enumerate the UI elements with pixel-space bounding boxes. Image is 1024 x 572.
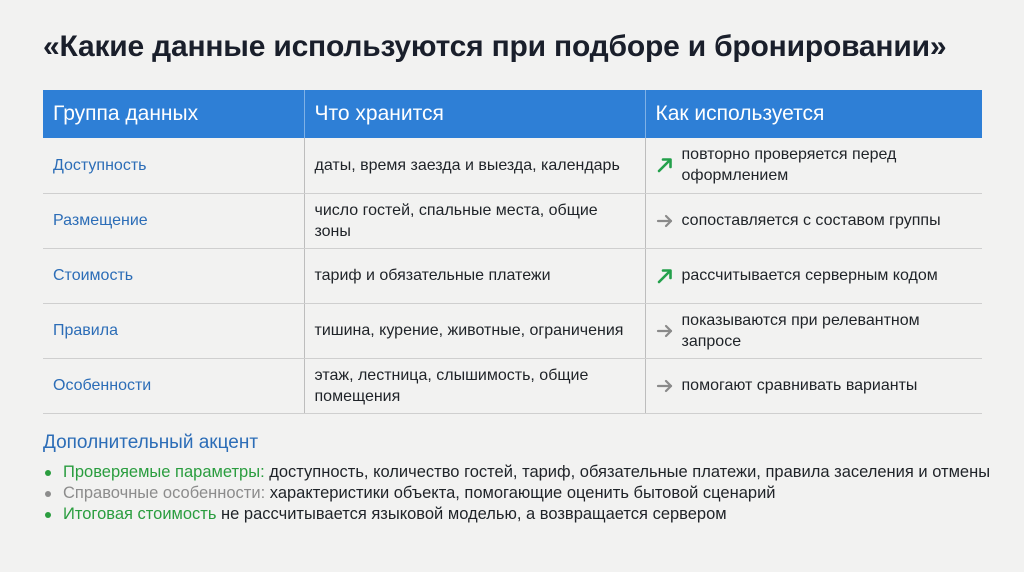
- cell-usage: [645, 303, 982, 358]
- cell-group: Размещение: [43, 193, 304, 248]
- list-item: [43, 504, 1003, 525]
- list-item: [43, 462, 1003, 483]
- table-header-row: [43, 90, 982, 138]
- usage-text: помогают сравнивать варианты: [681, 377, 918, 394]
- bullet-dot-icon: [45, 470, 51, 476]
- cell-usage: [645, 138, 982, 193]
- usage-text: показываются при релевантном запросе: [681, 311, 920, 350]
- table-row: [43, 248, 982, 303]
- arrow-up-right-icon: [656, 267, 674, 285]
- table-row: [43, 303, 982, 358]
- cell-stored: тариф и обязательные платежи: [304, 248, 645, 303]
- arrow-right-icon: [656, 377, 674, 395]
- item-label: Справочные особенности:: [63, 484, 266, 502]
- cell-stored: тишина, курение, животные, ограничения: [304, 303, 645, 358]
- table-row: [43, 193, 982, 248]
- table-row: [43, 138, 982, 193]
- cell-group: Правила: [43, 303, 304, 358]
- bullet-dot-icon: [45, 512, 51, 518]
- cell-group: Доступность: [43, 138, 304, 193]
- column-header-stored: Что хранится: [304, 90, 645, 138]
- extra-heading: Дополнительный акцент: [43, 432, 259, 453]
- extra-list: [43, 462, 1003, 525]
- page-title: «Какие данные используются при подборе и бронировании»: [43, 30, 947, 63]
- cell-stored: даты, время заезда и выезда, календарь: [304, 138, 645, 193]
- cell-usage: [645, 358, 982, 413]
- cell-stored: этаж, лестница, слышимость, общие помещения: [304, 358, 645, 413]
- arrow-right-icon: [656, 212, 674, 230]
- item-label: Проверяемые параметры:: [63, 463, 265, 481]
- item-text: характеристики объекта, помогающие оценить бытовой сценарий: [265, 484, 776, 502]
- usage-text: сопоставляется с составом группы: [681, 212, 941, 229]
- cell-stored: число гостей, спальные места, общие зоны: [304, 193, 645, 248]
- arrow-right-icon: [656, 322, 674, 340]
- item-text: не рассчитывается языковой моделью, а возвращается сервером: [216, 505, 727, 523]
- column-header-usage: Как используется: [645, 90, 982, 138]
- extra-accent-section: [43, 432, 1003, 525]
- column-header-group: Группа данных: [43, 90, 304, 138]
- arrow-up-right-icon: [656, 156, 674, 174]
- list-item: [43, 483, 1003, 504]
- data-table: [43, 90, 982, 414]
- item-text: доступность, количество гостей, тариф, обязательные платежи, правила заселения и отмены: [264, 463, 991, 481]
- bullet-dot-icon: [45, 491, 51, 497]
- cell-group: Особенности: [43, 358, 304, 413]
- table-row: [43, 358, 982, 413]
- usage-text: рассчитывается серверным кодом: [681, 267, 938, 284]
- item-label: Итоговая стоимость: [63, 505, 217, 523]
- cell-usage: [645, 248, 982, 303]
- cell-usage: [645, 193, 982, 248]
- cell-group: Стоимость: [43, 248, 304, 303]
- usage-text: повторно проверяется перед оформлением: [681, 146, 897, 185]
